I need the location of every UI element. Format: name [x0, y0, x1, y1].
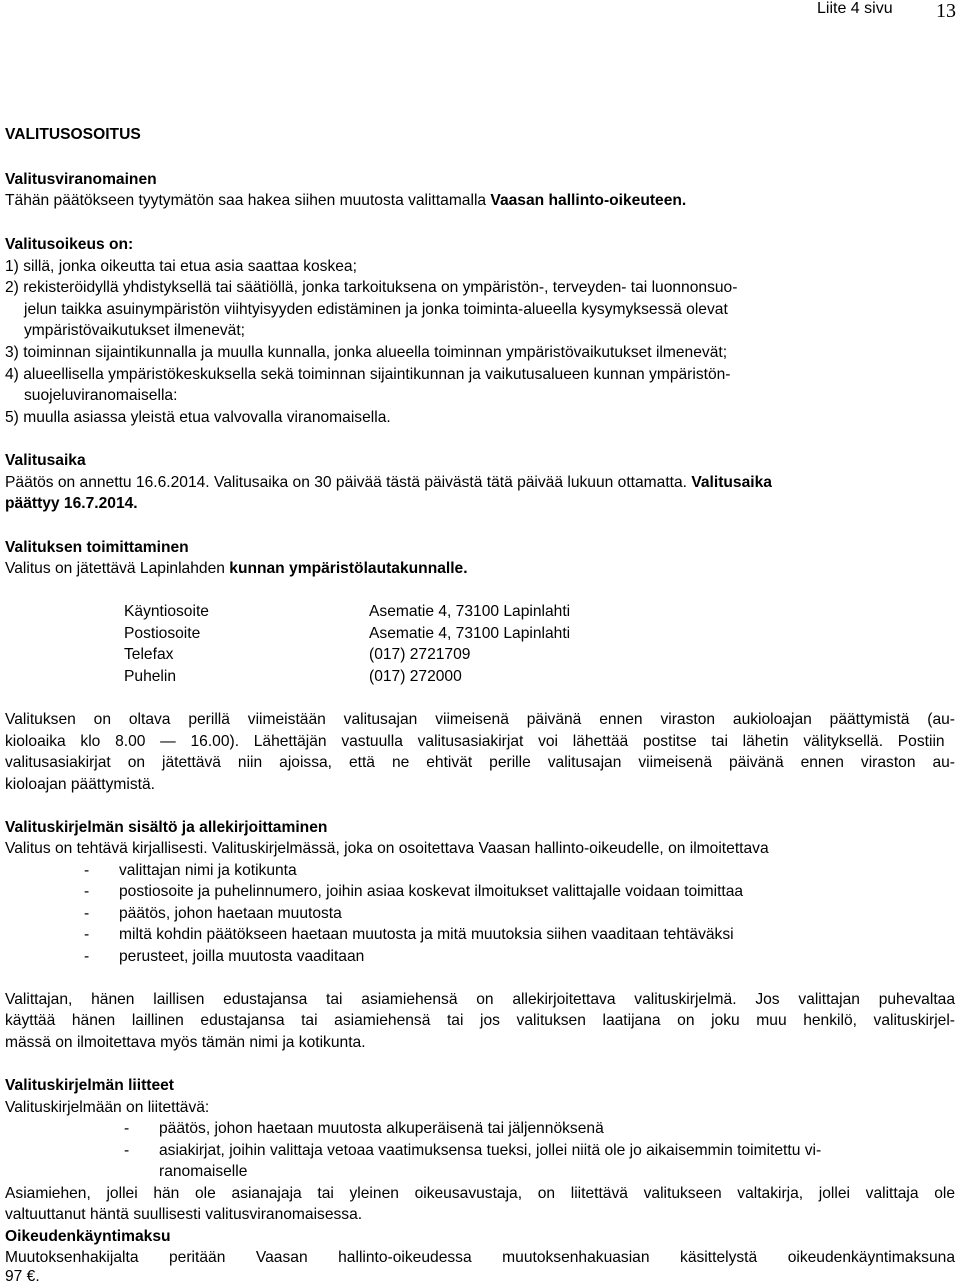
- attachments-heading: Valituskirjelmän liitteet: [5, 1077, 174, 1094]
- right-heading: Valitusoikeus on:: [5, 236, 134, 253]
- list-dash: -: [124, 1120, 130, 1137]
- authority-text: Tähän päätökseen tyytymätön saa hakea siihen muutosta valittamalla Vaasan hallinto-oikeuteen.: [5, 192, 687, 209]
- deadline-line: valitusasiakirjat on jätettävä niin ajoissa, että ne ehtivät perille valitusajan viimeisenä päivänä ennen viraston au-: [5, 754, 955, 771]
- deadline-line: kioloajan päättymistä.: [5, 776, 155, 793]
- right-item-2-cont: jelun taikka asuinympäristön viihtyisyyden edistäminen ja jonka toiminta-alueella kysymyksessä olevat: [24, 301, 728, 318]
- right-item-3: 3) toiminnan sijaintikunnalla ja muulla kunnalla, jonka alueella toiminnan ympäristövaikutukset ilmenevät;: [5, 344, 728, 361]
- deadline-line: kioloaika klo 8.00 — 16.00). Lähettäjän vastuulla valitusasiakirjat voi lähettää postitse tai lähetin välityksellä. Postiin: [5, 733, 945, 750]
- contact-value-post: Asematie 4, 73100 Lapinlahti: [369, 625, 571, 642]
- right-item-2-cont: ympäristövaikutukset ilmenevät;: [24, 322, 246, 339]
- content-item: päätös, johon haetaan muutosta: [119, 905, 342, 922]
- appendix-label: Liite 4 sivu: [817, 0, 893, 17]
- right-item-4-cont: suojeluviranomaisella:: [24, 387, 178, 404]
- content-item: miltä kohdin päätökseen haetaan muutosta ja mitä muutoksia siihen vaaditaan tehtäväksi: [119, 926, 734, 943]
- fee-amount: 97 €.: [5, 1268, 40, 1285]
- content-heading: Valituskirjelmän sisältö ja allekirjoittaminen: [5, 819, 328, 836]
- deadline-line: Valituksen on oltava perillä viimeistään valitusajan viimeisenä päivänä ennen viraston aukioloajan päättymistä (au-: [5, 711, 955, 728]
- period-heading: Valitusaika: [5, 452, 86, 469]
- right-item-5: 5) muulla asiassa yleistä etua valvovalla viranomaisella.: [5, 409, 391, 426]
- content-item: postiosoite ja puhelinnumero, joihin asiaa koskevat ilmoitukset valittajalle voidaan toimittaa: [119, 883, 744, 900]
- content-item: valittajan nimi ja kotikunta: [119, 862, 297, 879]
- signature-line: käyttää hänen laillinen edustajansa tai asiamiehensä tai jos valituksen laatijana on joku muu henkilö, valituskirjel-: [5, 1012, 955, 1029]
- contact-value-phone: (017) 272000: [369, 668, 462, 685]
- content-intro: Valitus on tehtävä kirjallisesti. Valituskirjelmässä, joka on osoitettava Vaasan hallinto-oikeudelle, on ilmoitettava: [5, 840, 769, 857]
- document-title: VALITUSOSOITUS: [5, 126, 141, 143]
- attachment-item: asiakirjat, joihin valittaja vetoaa vaatimuksensa tueksi, jollei niitä ole jo aikaisemmin toimitettu vi-: [159, 1142, 822, 1159]
- attachment-item: päätös, johon haetaan muutosta alkuperäisenä tai jäljennöksenä: [159, 1120, 604, 1137]
- contact-label-fax: Telefax: [124, 646, 174, 663]
- contact-value-visit: Asematie 4, 73100 Lapinlahti: [369, 603, 571, 620]
- contact-label-visit: Käyntiosoite: [124, 603, 209, 620]
- list-dash: -: [124, 1142, 130, 1159]
- content-item: perusteet, joilla muutosta vaaditaan: [119, 948, 365, 965]
- delivery-text: Valitus on jätettävä Lapinlahden kunnan ympäristölautakunnalle.: [5, 560, 468, 577]
- contact-value-fax: (017) 2721709: [369, 646, 471, 663]
- right-item-2: 2) rekisteröidyllä yhdistyksellä tai säätiöllä, jonka tarkoituksena on ympäristön-, terveyden- tai luonnonsuo-: [5, 279, 738, 296]
- attachments-note: valtuuttanut häntä suullisesti valitusviranomaisessa.: [5, 1206, 363, 1223]
- attachments-intro: Valituskirjelmään on liitettävä:: [5, 1099, 210, 1116]
- period-deadline: päättyy 16.7.2014.: [5, 495, 138, 512]
- list-dash: -: [84, 905, 90, 922]
- list-dash: -: [84, 883, 90, 900]
- delivery-heading: Valituksen toimittaminen: [5, 539, 189, 556]
- attachments-note: Asiamiehen, jollei hän ole asianajaja tai yleinen oikeusavustaja, on liitettävä valitukseen valtakirja, jollei valittaja ole: [5, 1185, 955, 1202]
- right-item-1: 1) sillä, jonka oikeutta tai etua asia saattaa koskea;: [5, 258, 357, 275]
- contact-label-phone: Puhelin: [124, 668, 177, 685]
- signature-line: mässä on ilmoitettava myös tämän nimi ja kotikunta.: [5, 1034, 366, 1051]
- attachment-item-cont: ranomaiselle: [159, 1163, 248, 1180]
- list-dash: -: [84, 948, 90, 965]
- list-dash: -: [84, 862, 90, 879]
- contact-label-post: Postiosoite: [124, 625, 201, 642]
- right-item-4: 4) alueellisella ympäristökeskuksella sekä toiminnan sijaintikunnan ja vaikutusalueen kunnan ympäristön-: [5, 366, 731, 383]
- fee-heading: Oikeudenkäyntimaksu: [5, 1228, 171, 1245]
- list-dash: -: [84, 926, 90, 943]
- fee-text: Muutoksenhakijalta peritään Vaasan hallinto-oikeudessa muutoksenhakuasian käsittelystä oikeudenkäyntimaksuna: [5, 1249, 955, 1266]
- signature-line: Valittajan, hänen laillisen edustajansa tai asiamiehensä on allekirjoitettava valituskirjelmä. Jos valittajan puhevaltaa: [5, 991, 955, 1008]
- period-text: Päätös on annettu 16.6.2014. Valitusaika on 30 päivää tästä päivästä tätä päivää lukuun ottamatta. Valitusaika: [5, 474, 772, 491]
- authority-heading: Valitusviranomainen: [5, 171, 157, 188]
- page-number: 13: [936, 0, 956, 22]
